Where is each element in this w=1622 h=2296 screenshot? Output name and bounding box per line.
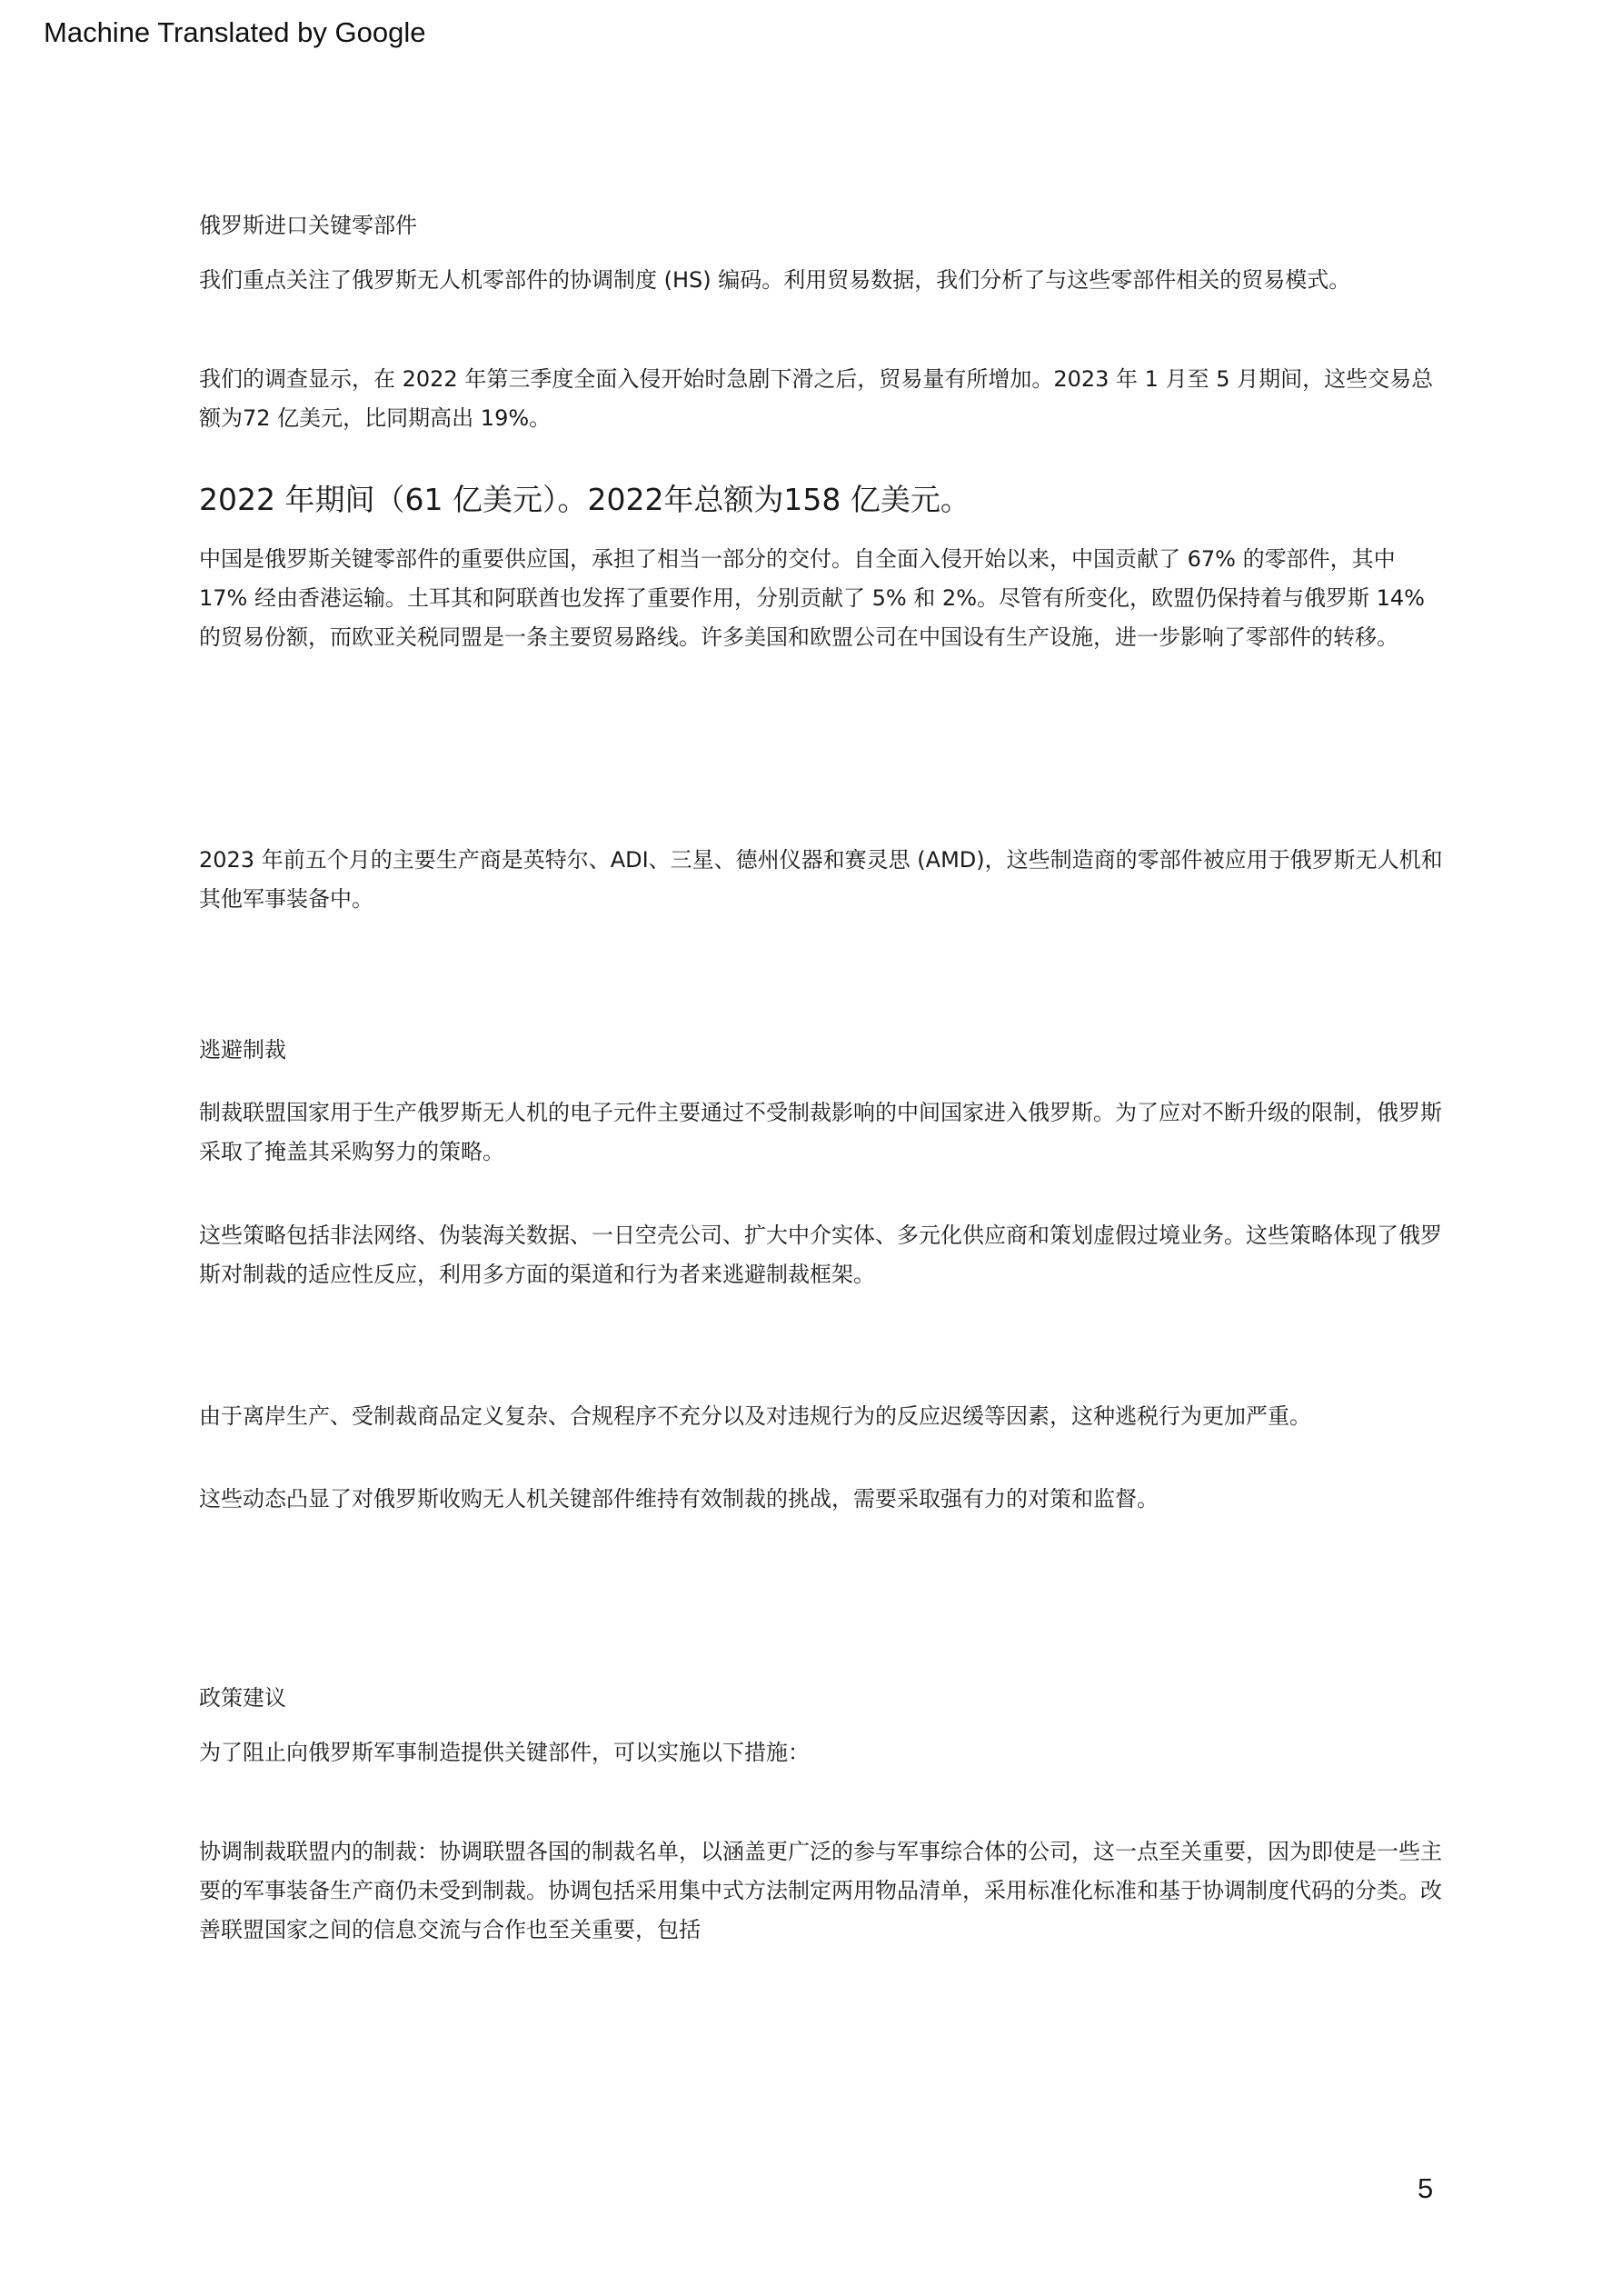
- paragraph-coordinate-sanctions: 协调制裁联盟内的制裁：协调联盟各国的制裁名单，以涵盖更广泛的参与军事综合体的公司，这一点至关重要，因为即使是一些主要的军事装备生产商仍未受到制裁。协调包括采用集中式方法制定两用物品清单，采用标准化标准和基于协调制度代码的分类。改善联盟国家之间的信息交流与合作也至关重要，包括: [199, 1839, 1442, 1942]
- page-number: 5: [1418, 2172, 1434, 2204]
- section-heading-evasion: 逃避制裁: [199, 1037, 286, 1063]
- section-heading-imports: 俄罗斯进口关键零部件: [199, 213, 417, 238]
- paragraph-trade-volume: 我们的调查显示，在 2022 年第三季度全面入侵开始时急剧下滑之后，贸易量有所增加。2023 年 1 月至 5 月期间，这些交易总额为72 亿美元，比同期高出 19%。: [199, 366, 1434, 431]
- paragraph-2022-total: 2022 年期间（61 亿美元）。2022年总额为158 亿美元。: [199, 482, 970, 517]
- paragraph-measures-intro: 为了阻止向俄罗斯军事制造提供关键部件，可以实施以下措施：: [199, 1740, 810, 1765]
- machine-translation-banner: Machine Translated by Google: [44, 16, 426, 48]
- paragraph-aggravating-factors: 由于离岸生产、受制裁商品定义复杂、合规程序不充分以及对违规行为的反应迟缓等因素，这种逃税行为更加严重。: [199, 1403, 1311, 1429]
- section-heading-policy: 政策建议: [199, 1685, 286, 1711]
- paragraph-main-producers: 2023 年前五个月的主要生产商是英特尔、ADI、三星、德州仪器和赛灵思 (AMD)，这些制造商的零部件被应用于俄罗斯无人机和其他军事装备中。: [199, 847, 1443, 912]
- paragraph-intermediary-countries: 制裁联盟国家用于生产俄罗斯无人机的电子元件主要通过不受制裁影响的中间国家进入俄罗斯。为了应对不断升级的限制，俄罗斯采取了掩盖其采购努力的策略。: [199, 1100, 1442, 1164]
- paragraph-challenges: 这些动态凸显了对俄罗斯收购无人机关键部件维持有效制裁的挑战，需要采取强有力的对策和监督。: [199, 1486, 1159, 1512]
- paragraph-evasion-strategies: 这些策略包括非法网络、伪装海关数据、一日空壳公司、扩大中介实体、多元化供应商和策划虚假过境业务。这些策略体现了俄罗斯对制裁的适应性反应，利用多方面的渠道和行为者来逃避制裁框架。: [199, 1223, 1442, 1287]
- paragraph-china-supply: 中国是俄罗斯关键零部件的重要供应国，承担了相当一部分的交付。自全面入侵开始以来，中国贡献了 67% 的零部件，其中 17% 经由香港运输。土耳其和阿联酋也发挥了重要作用，分别贡献了 5% 和 2%。尽管有所变化，欧盟仍保持着与俄罗斯 14% 的贸易份额，而欧亚关税同盟是一条主要贸易路线。许多美国和欧盟公司在中国设有生产设施，进一步影响了零部件的转移。: [199, 546, 1425, 650]
- paragraph-hs-codes: 我们重点关注了俄罗斯无人机零部件的协调制度 (HS) 编码。利用贸易数据，我们分析了与这些零部件相关的贸易模式。: [199, 267, 1351, 293]
